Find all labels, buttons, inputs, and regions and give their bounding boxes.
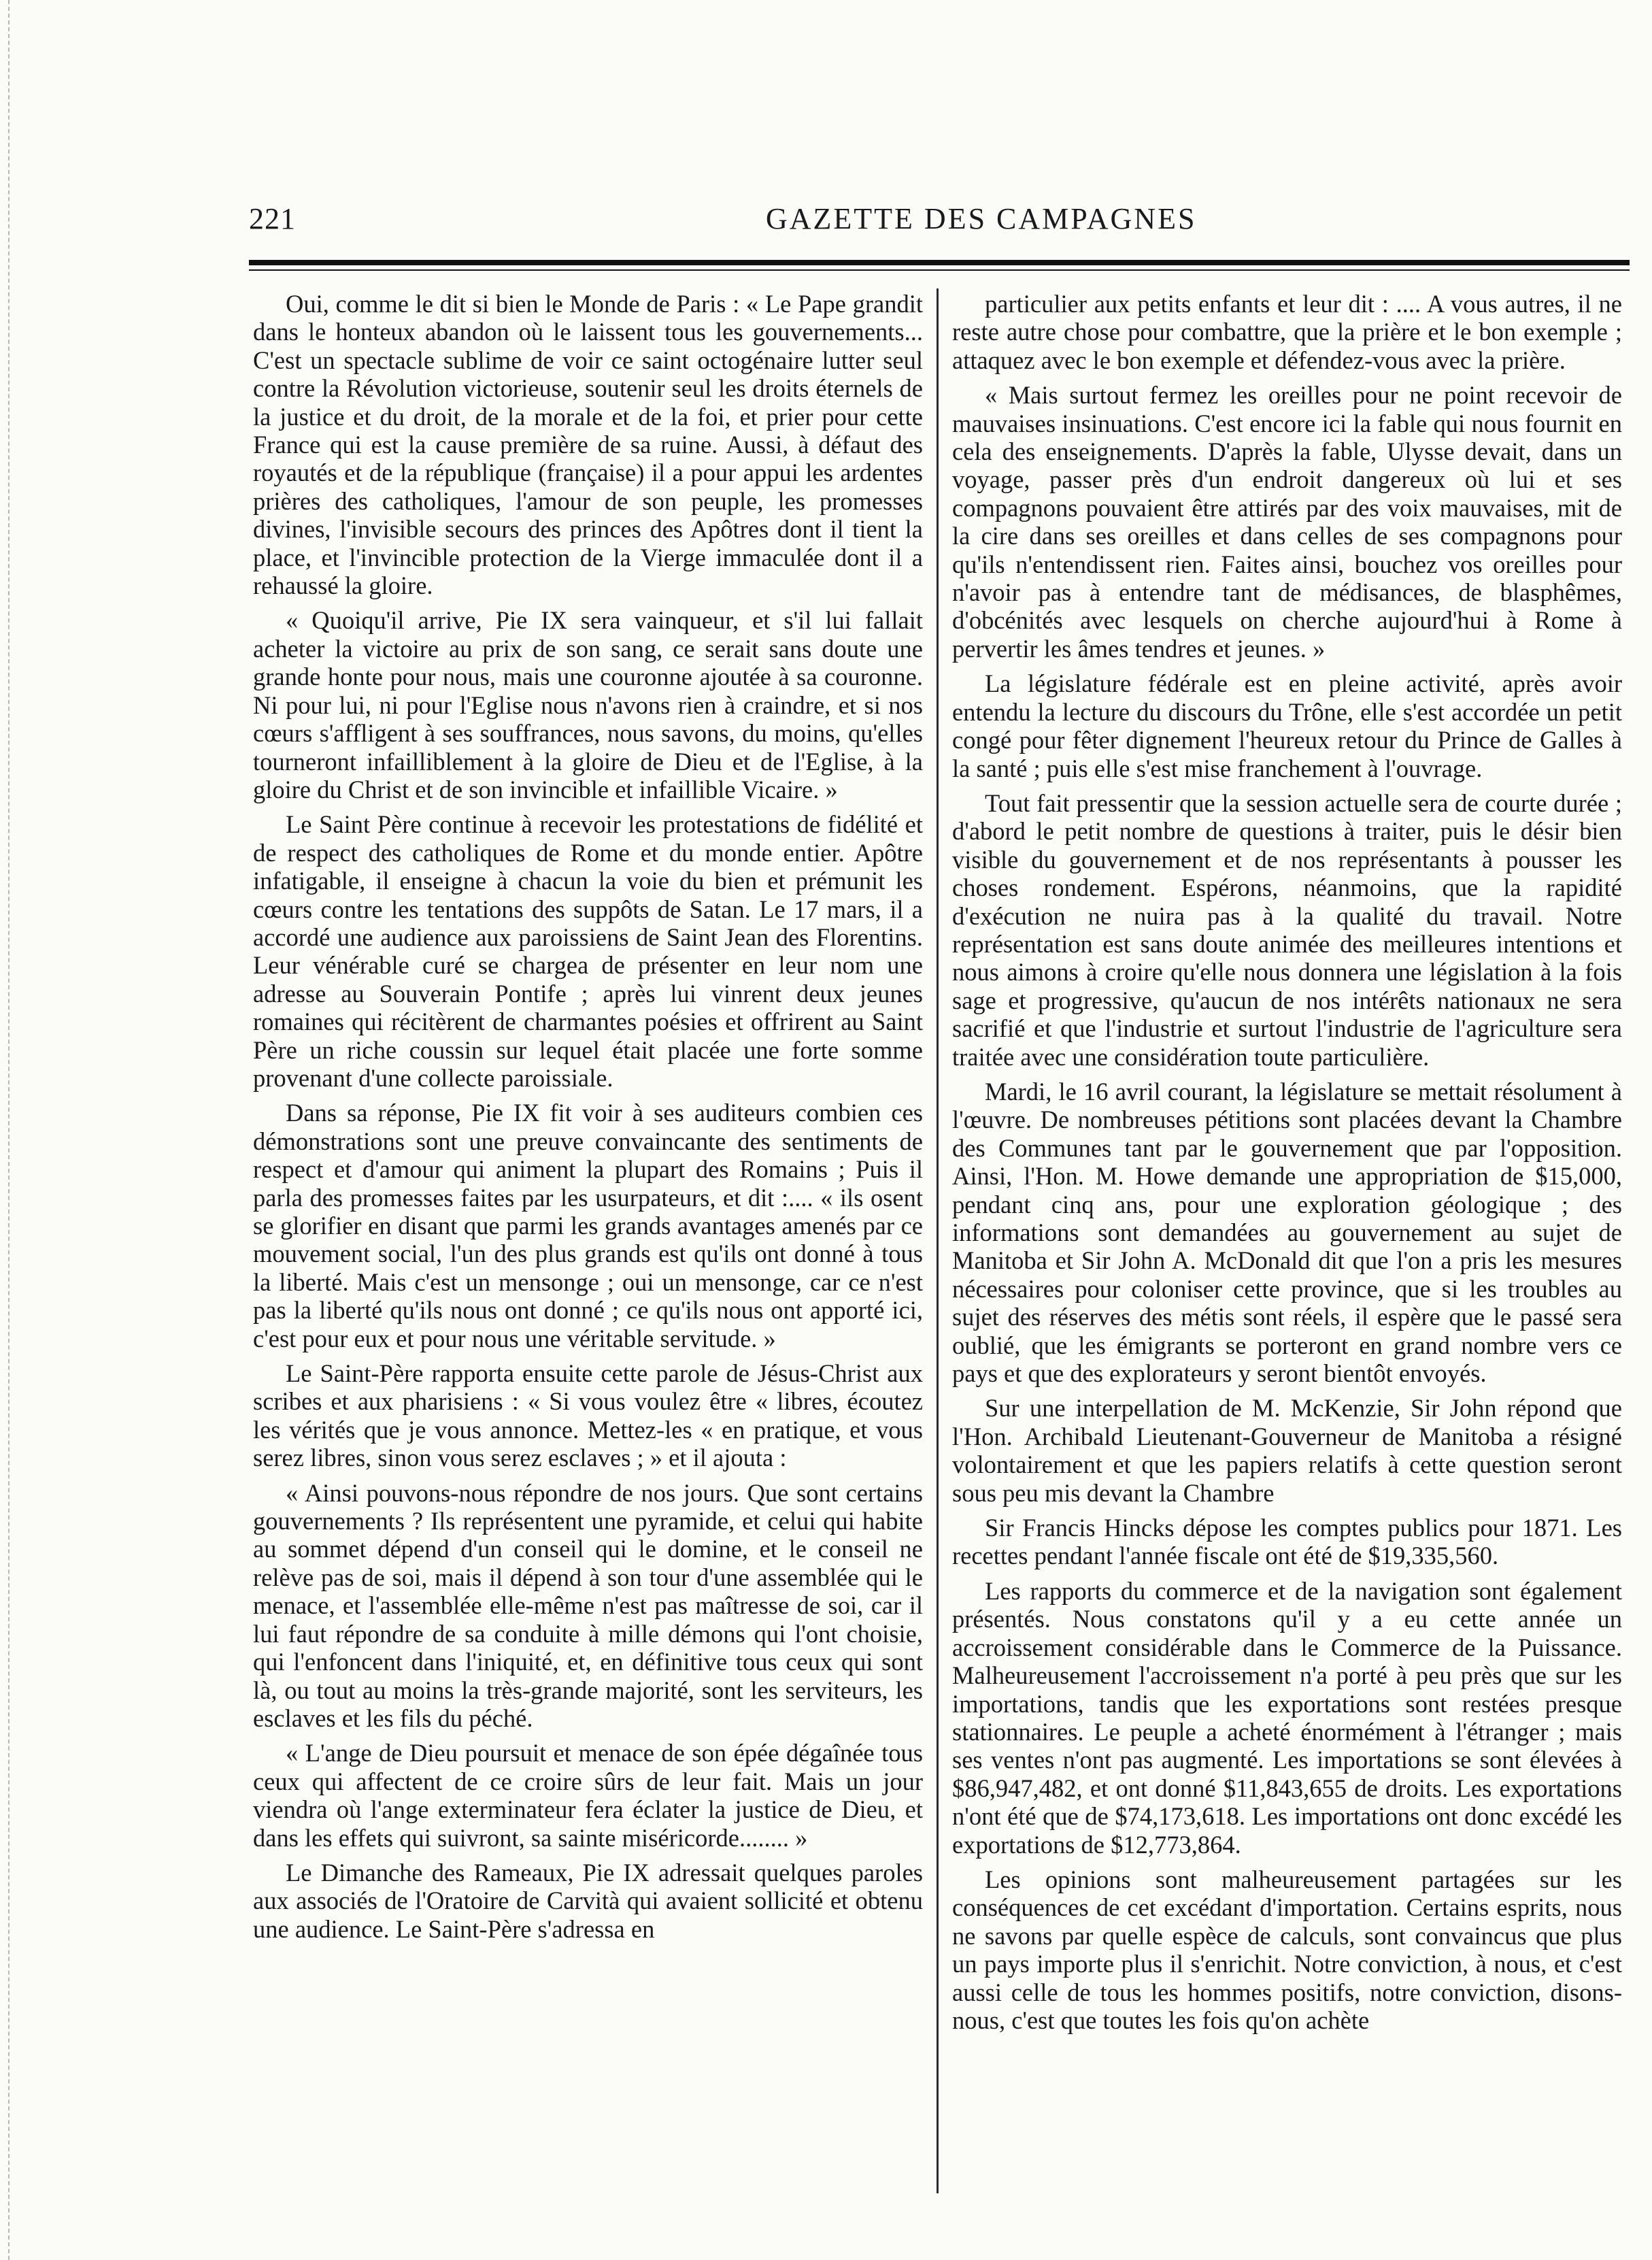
header-rule-thin	[249, 269, 1630, 271]
running-title: GAZETTE DES CAMPAGNES	[766, 202, 1197, 235]
paragraph: Sur une interpellation de M. McKenzie, Sir John répond que l'Hon. Archibald Lieutenant-Gouverneur de Manitoba a résigné volontairement et que les papiers relatifs à cette question seront sous peu mis devant la Chambre	[952, 1394, 1622, 1507]
scan-edge	[0, 0, 10, 2260]
paragraph: Tout fait pressentir que la session actuelle sera de courte durée ; d'abord le petit nombre de questions à traiter, puis le désir bien visible du gouvernement et de nos représentants à pousser les choses rondement. Espérons, néanmoins, que la rapidité d'exécution ne nuira pas à la qualité du travail. Notre représentation est sans doute animée des meilleures intentions et nous aimons à croire qu'elle nous donnera une législation à la fois sage et progressive, qu'aucun de nos intérêts nationaux ne sera sacrifié et que l'industrie et surtout l'industrie de l'agriculture sera traitée avec une considération toute particulière.	[952, 788, 1622, 1071]
paragraph: Le Dimanche des Rameaux, Pie IX adressait quelques paroles aux associés de l'Oratoire de Carvità qui avaient sollicité et obtenu une audience. Le Saint-Père s'adressa en	[253, 1858, 923, 1943]
paragraph: Oui, comme le dit si bien le Monde de Paris : « Le Pape grandit dans le honteux abandon où le laissent tous les gouvernements... C'est un spectacle sublime de voir ce saint octogénaire lutter seul contre la Révolution victorieuse, soutenir seul les droits éternels de la justice et du droit, de la morale et de la foi, et prier pour cette France qui est la cause première de sa ruine. Aussi, à défaut des royautés et de la république (française) il a pour appui les ardentes prières des catholiques, l'amour de son peuple, les promesses divines, l'invisible secours des princes des Apôtres dont il tient la place, et l'invincible protection de la Vierge immaculée dont il a rehaussé la gloire.	[253, 290, 923, 600]
paragraph: Sir Francis Hincks dépose les comptes publics pour 1871. Les recettes pendant l'année fiscale ont été de $19,335,560.	[952, 1514, 1622, 1570]
paragraph: « L'ange de Dieu poursuit et menace de son épée dégaînée tous ceux qui affectent de ce croire sûrs de leur fait. Mais un jour viendra où l'ange exterminateur fera éclater la justice de Dieu, et dans les effets qui suivront, sa sainte miséricorde........ »	[253, 1739, 923, 1852]
paragraph: La législature fédérale est en pleine activité, après avoir entendu la lecture du discours du Trône, elle s'est accordée un petit congé pour fêter dignement l'heureux retour du Prince de Galles à la santé ; puis elle s'est mise franchement à l'ouvrage.	[952, 669, 1622, 782]
paragraph: Mardi, le 16 avril courant, la législature se mettait résolument à l'œuvre. De nombreuses pétitions sont placées devant la Chambre des Communes tant par le gouvernement que par l'opposition. Ainsi, l'Hon. M. Howe demande une appropriation de $15,000, pendant cinq ans, pour une exploration géologique ; des informations sont demandées au gouvernement au sujet de Manitoba et Sir John A. McDonald dit que l'on a pris les mesures nécessaires pour coloniser cette province, que si les troubles au sujet des réserves des métis sont réels, il espère que le passé sera oublié, que les émigrants se porteront en grand nombre vers ce pays et que des explorateurs y seront bientôt envoyés.	[952, 1077, 1622, 1388]
page-number: 221	[249, 202, 296, 235]
page-header	[249, 201, 1405, 242]
paragraph: « Quoiqu'il arrive, Pie IX sera vainqueur, et s'il lui fallait acheter la victoire au prix de son sang, ce serait sans doute une grande honte pour nous, mais une couronne ajoutée à sa couronne. Ni pour lui, ni pour l'Eglise nous n'avons rien à craindre, et si nos cœurs s'affligent à ses souffrances, nous savons, du moins, qu'elles tourneront infailliblement à la gloire de Dieu et de l'Eglise, à la gloire du Christ et de son invincible et infaillible Vicaire. »	[253, 606, 923, 803]
paragraph: « Ainsi pouvons-nous répondre de nos jours. Que sont certains gouvernements ? Ils représentent une pyramide, et celui qui habite au sommet dépend d'un conseil qui le domine, et le conseil ne relève pas de soi, mais il dépend à son tour d'une assemblée qui le menace, et l'assemblée elle-même n'est pas maîtresse de soi, car il lui faut répondre de sa conduite à mille démons qui l'ont choisie, qui l'enfoncent dans l'iniquité, et, en définitive tous ceux qui sont là, ou tout au moins la très-grande majorité, sont les serviteurs, les esclaves et les fils du péché.	[253, 1478, 923, 1732]
paragraph: Le Saint Père continue à recevoir les protestations de fidélité et de respect des catholiques de Rome et du monde entier. Apôtre infatigable, il enseigne à chacun la voie du bien et prémunit les cœurs contre les tentations des suppôts de Satan. Le 17 mars, il a accordé une audience aux paroissiens de Saint Jean des Florentins. Leur vénérable curé se chargea de présenter en leur nom une adresse au Souverain Pontife ; après lui vinrent deux jeunes romaines qui récitèrent de charmantes poésies et offrirent au Saint Père un riche coussin sur lequel était placée une forte somme provenant d'une collecte paroissiale.	[253, 810, 923, 1092]
paragraph: particulier aux petits enfants et leur dit : .... A vous autres, il ne reste autre chose pour combattre, que la prière et le bon exemple ; attaquez avec le bon exemple et défendez-vous avec la prière.	[952, 290, 1622, 374]
paragraph: « Mais surtout fermez les oreilles pour ne point recevoir de mauvaises insinuations. C'est encore ici la fable qui nous fournit en cela des enseignements. D'après la fable, Ulysse devait, dans un voyage, passer près d'un endroit dangereux où lui et ses compagnons pouvaient être attirés par des voix mauvaises, mit de la cire dans ses oreilles et dans celles de ses compagnons pour qu'ils n'entendissent rien. Faites ainsi, bouchez vos oreilles pour n'avoir pas à entendre tant de médisances, de blasphêmes, d'obcénités avec lesquels on cherche aujourd'hui à Rome à pervertir les âmes tendres et jeunes. »	[952, 381, 1622, 663]
header-rule	[249, 260, 1630, 265]
left-column	[253, 290, 923, 2215]
paragraph: Les opinions sont malheureusement partagées sur les conséquences de cet excédant d'importation. Certains esprits, nous ne savons par quelle espèce de calculs, sont convaincus que plus un pays importe plus il s'enrichit. Notre conviction, à nous, et c'est aussi celle de tous les hommes positifs, notre conviction, disons-nous, c'est que toutes les fois qu'on achète	[952, 1865, 1622, 2034]
paragraph: Dans sa réponse, Pie IX fit voir à ses auditeurs combien ces démonstrations sont une preuve convaincante des sentiments de respect et d'amour qui animent la plupart des Romains ; Puis il parla des promesses faites par les usurpateurs, et dit :.... « ils osent se glorifier en disant que parmi les grands avantages amenés par ce mouvement social, l'un des plus grands est qu'ils ont donné à tous la liberté. Mais c'est un mensonge ; oui un mensonge, car ce n'est pas la liberté qu'ils nous ont donné ; ce qu'ils nous ont apporté ici, c'est pour eux et pour nous une véritable servitude. »	[253, 1099, 923, 1352]
column-divider	[937, 288, 939, 2193]
paragraph: Le Saint-Père rapporta ensuite cette parole de Jésus-Christ aux scribes et aux pharisiens : « Si vous voulez être « libres, écoutez les vérités que je vous annonce. Mettez-les « en pratique, et vous serez libres, sinon vous serez esclaves ; » et il ajouta :	[253, 1359, 923, 1472]
paragraph: Les rapports du commerce et de la navigation sont également présentés. Nous constatons qu'il y a eu cette année un accroissement considérable dans le Commerce de la Puissance. Malheureusement l'accroissement n'a porté à peu près que sur les importations, tandis que les exportations sont restées presque stationnaires. Le peuple a acheté énormément à l'étranger ; mais ses ventes n'ont pas augmenté. Les importations se sont élevées à $86,947,482, et ont donné $11,843,655 de droits. Les exportations n'ont été que de $74,173,618. Les importations ont donc excédé les exportations de $12,773,864.	[952, 1576, 1622, 1859]
right-column	[952, 290, 1622, 2215]
